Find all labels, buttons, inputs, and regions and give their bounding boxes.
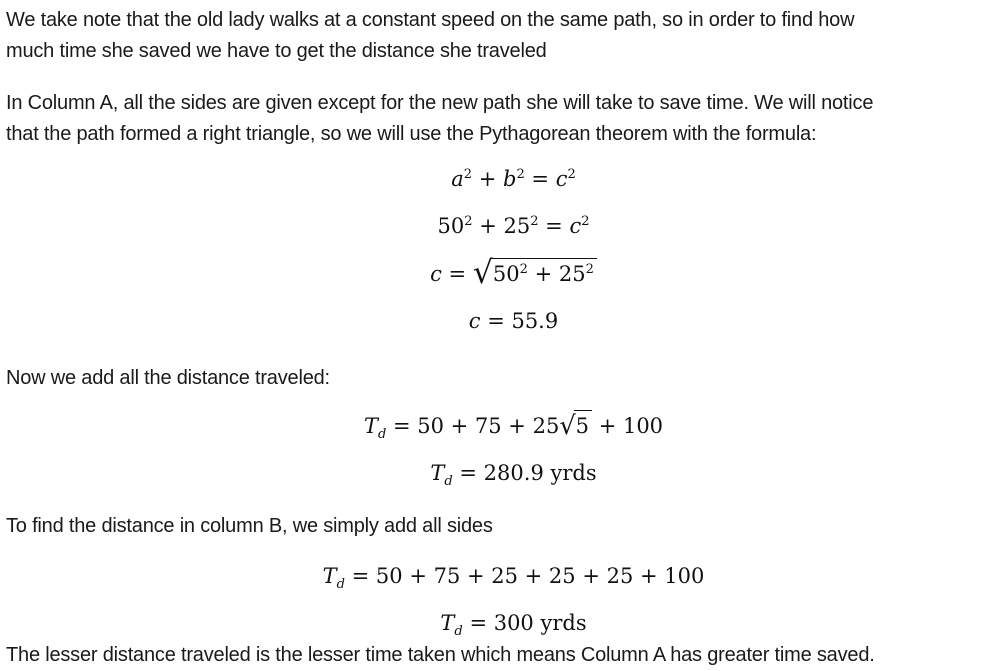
equation-block-column-a-total [6,410,979,488]
radical [472,255,597,292]
equation-line: $T_d = 280.9$ yrds [430,461,597,490]
radicand: 5 [574,410,592,441]
paragraph-column-b [6,511,979,542]
text-line: that the path formed a right triangle, so we will use the Pythagorean theorem with the formula: [6,123,817,145]
paragraph-intro [6,5,979,67]
equation-line: $50^2 + 25^2 = c^2$ [437,214,590,238]
equation-line: c = 55.9 [468,309,559,333]
text-line: We take note that the old lady walks at a constant speed on the same path, so in order to find how [6,9,855,31]
text-line: much time she saved we have to get the distance she traveled [6,40,547,62]
equation-line: $T_d = 300$ yrds [440,611,587,640]
radical [559,410,592,441]
text-line: The lesser distance traveled is the lesser time taken which means Column A has greater time saved. [6,644,875,667]
equation-line: $c = √50^2 + 25^2$ [48,258,979,289]
paragraph-column-a [6,88,979,150]
radical-symbol: √ [559,411,576,442]
equation-block-column-b-total [6,561,979,638]
radicand: $50^2 + 25^2$ [491,258,597,289]
equation-line: $T_d = 50 + 75 + 25√5 + 100$ [363,411,664,443]
paragraph-add-distance [6,363,979,394]
text-line: To find the distance in column B, we simply add all sides [6,515,493,538]
equation-block-pythagorean [6,164,979,336]
paragraph-conclusion [6,640,979,671]
equation-line: $T_d = 50 + 75 + 25 + 25 + 25 + 100$ [322,564,705,593]
equation-line: $a^2 + b^2 = c^2$ [451,167,576,191]
text-line: Now we add all the distance traveled: [6,367,330,389]
text-line: In Column A, all the sides are given except for the new path she will take to save time. We will notice [6,92,874,114]
radical-symbol: √ [472,255,493,292]
